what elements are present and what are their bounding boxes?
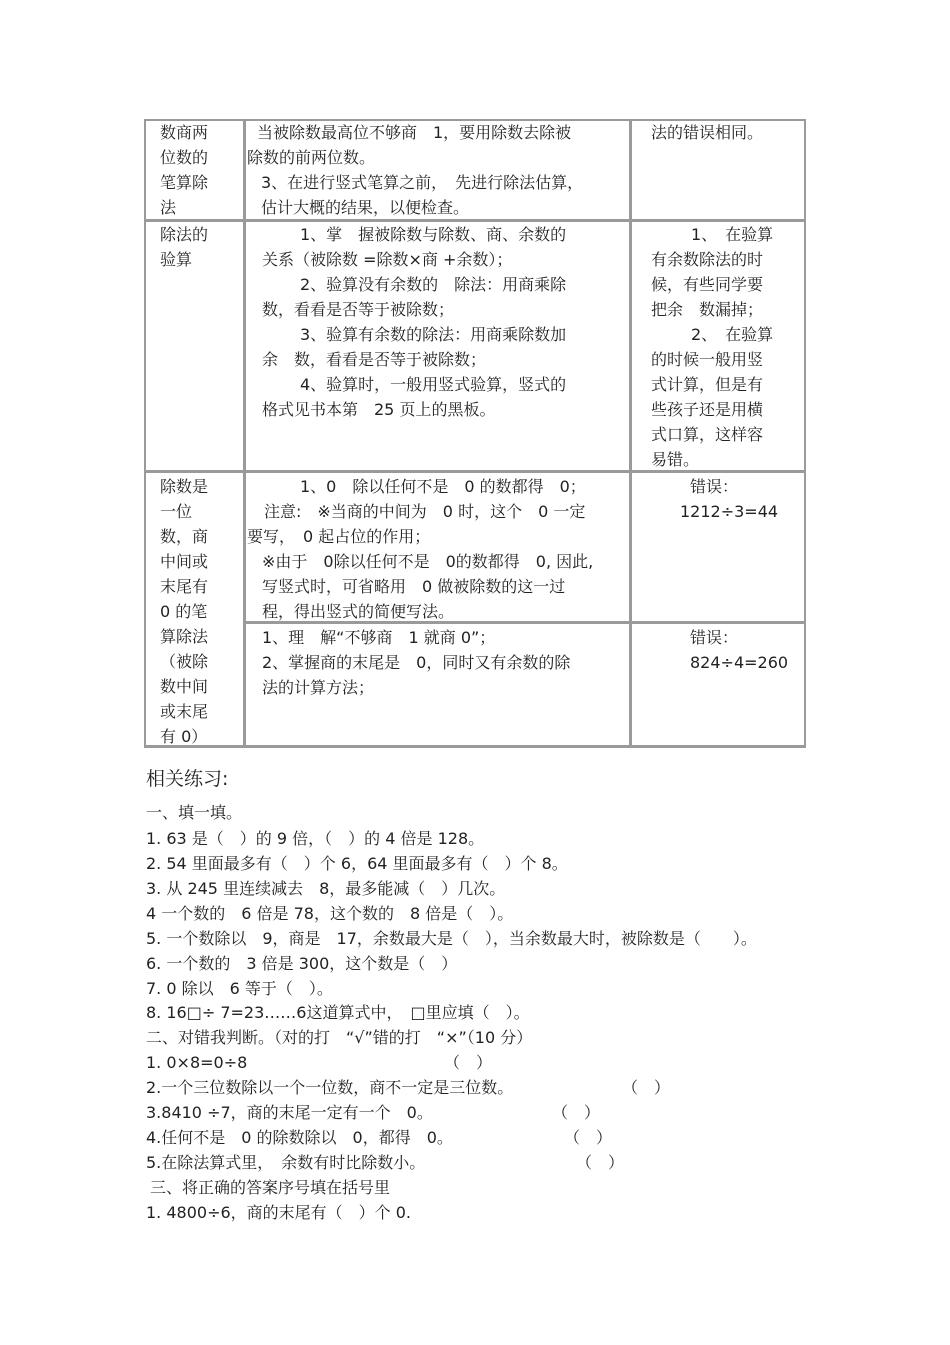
row2-error-line: 有余数除法的时 bbox=[651, 250, 764, 269]
row3-topic-line: 0 的笔 bbox=[160, 602, 208, 621]
judge-answer-blank[interactable]: （ ） bbox=[444, 1053, 493, 1072]
row3-topic-line: 一位 bbox=[160, 502, 193, 521]
row2-topic bbox=[160, 222, 208, 272]
section3-title: 三、将正确的答案序号填在括号里 bbox=[150, 1178, 391, 1197]
row1-content-line: 当被除数最高位不够商 1，要用除数去除被 bbox=[257, 123, 572, 142]
row3a-error-label: 错误： bbox=[690, 477, 739, 496]
row2-content-line: 1、掌 握被除数与除数、商、余数的 bbox=[300, 225, 567, 244]
judge-item: 3.8410 ÷7，商的末尾一定有一个 0。 bbox=[146, 1103, 433, 1122]
row1-content bbox=[247, 120, 583, 220]
row2-errors bbox=[651, 222, 773, 472]
row2-error-line: 2、 在验算 bbox=[691, 325, 774, 344]
row1-topic bbox=[160, 120, 208, 220]
row2-error-line: 式口算，这样容 bbox=[651, 425, 764, 444]
row3b-error-label: 错误： bbox=[690, 628, 739, 647]
row3-topic-line: 末尾有 bbox=[160, 577, 209, 596]
row3a-content-line: 1、0 除以任何不是 0 的数都得 0； bbox=[300, 477, 586, 496]
row3b-error-example: 824÷4=260 bbox=[690, 653, 789, 672]
row2-content-line: 3、验算有余数的除法：用商乘除数加 bbox=[300, 325, 567, 344]
row3-topic-line: 数中间 bbox=[160, 677, 209, 696]
row3-topic-line: 数，商 bbox=[160, 527, 209, 546]
row2-error-line: 把余 数漏掉； bbox=[651, 300, 764, 319]
row3-topic-line: 有 0） bbox=[160, 727, 208, 746]
row3b-content-line: 1、理 解“不够商 1 就商 0”； bbox=[262, 628, 496, 647]
row2-content-line: 格式见书本第 25 页上的黑板。 bbox=[262, 400, 496, 419]
row2-content bbox=[262, 222, 566, 422]
fill-item: 5. 一个数除以 9，商是 17，余数最大是（ ），当余数最大时，被除数是（ ）。 bbox=[146, 929, 757, 948]
row1-error-line: 法的错误相同。 bbox=[651, 123, 764, 142]
row2-error-line: 些孩子还是用横 bbox=[651, 400, 764, 419]
row3-topic-line: 中间或 bbox=[160, 552, 209, 571]
judge-answer-blank[interactable]: （ ） bbox=[564, 1128, 613, 1147]
row3b-content-line: 2、掌握商的末尾是 0，同时又有余数的除 bbox=[262, 653, 571, 672]
row2-topic-line: 验算 bbox=[160, 250, 193, 269]
judge-answer-blank[interactable]: （ ） bbox=[552, 1103, 601, 1122]
row3b-errors bbox=[690, 625, 788, 675]
row2-content-line: 余 数，看看是否等于被除数； bbox=[262, 350, 487, 369]
row2-error-line: 的时候一般用竖 bbox=[651, 350, 764, 369]
section1-title: 一、填一填。 bbox=[146, 803, 243, 822]
row2-content-line: 4、验算时，一般用竖式验算，竖式的 bbox=[300, 375, 567, 394]
row3a-error-example: 1212÷3=44 bbox=[680, 502, 779, 521]
fill-item: 6. 一个数的 3 倍是 300，这个数是（ ） bbox=[146, 954, 458, 973]
judge-answer-blank[interactable]: （ ） bbox=[622, 1078, 671, 1097]
judge-answer-blank[interactable]: （ ） bbox=[576, 1153, 625, 1172]
row2-content-line: 数，看看是否等于被除数； bbox=[262, 300, 455, 319]
row2-content-line: 2、验算没有余数的 除法：用商乘除 bbox=[300, 275, 567, 294]
row2-error-line: 1、 在验算 bbox=[691, 225, 774, 244]
fill-item: 2. 54 里面最多有（ ）个 6，64 里面最多有（ ）个 8。 bbox=[146, 854, 568, 873]
judge-item: 2.一个三位数除以一个一位数，商不一定是三位数。 bbox=[146, 1078, 514, 1097]
row3a-content-line: ※由于 0除以任何不是 0的数都得 0, 因此, bbox=[262, 552, 594, 571]
judge-item: 4.任何不是 0 的除数除以 0，都得 0。 bbox=[146, 1128, 453, 1147]
row2-error-line: 式计算，但是有 bbox=[651, 375, 764, 394]
fill-item: 7. 0 除以 6 等于（ ）。 bbox=[146, 979, 333, 998]
choice-item: 1. 4800÷6，商的末尾有（ ）个 0. bbox=[146, 1203, 412, 1222]
row3-topic bbox=[160, 474, 208, 749]
row1-content-line: 除数的前两位数。 bbox=[247, 148, 376, 167]
row3a-content-line: 写竖式时，可省略用 0 做被除数的这一过 bbox=[262, 577, 566, 596]
row3-topic-line: 或末尾 bbox=[160, 702, 209, 721]
row3-topic-line: 算除法 bbox=[160, 627, 209, 646]
fill-item: 4 一个数的 6 倍是 78，这个数的 8 倍是（ ）。 bbox=[146, 904, 514, 923]
row2-error-line: 易错。 bbox=[651, 450, 700, 469]
row3a-errors bbox=[680, 474, 778, 524]
section2-title: 二、对错我判断。（对的打 “√”错的打 “×”（10 分） bbox=[146, 1028, 533, 1047]
row3-topic-line: （被除 bbox=[160, 652, 209, 671]
row3b-content-line: 法的计算方法； bbox=[262, 678, 375, 697]
row3a-content-line: 程，得出竖式的简便写法。 bbox=[262, 602, 455, 621]
row2-content-line: 关系（被除数 =除数×商 +余数）； bbox=[262, 250, 513, 269]
row3a-content-line: 注意: ※当商的中间为 0 时，这个 0 一定 bbox=[264, 502, 586, 521]
judge-item: 1. 0×8=0÷8 bbox=[146, 1053, 248, 1072]
row2-topic-line: 除法的 bbox=[160, 225, 209, 244]
row3-topic-line: 除数是 bbox=[160, 477, 209, 496]
row1-errors bbox=[651, 120, 763, 145]
row3a-content bbox=[247, 474, 593, 624]
fill-item: 3. 从 245 里连续减去 8，最多能减（ ）几次。 bbox=[146, 879, 506, 898]
row1-topic-line: 笔算除 bbox=[160, 173, 209, 192]
row3a-content-line: 要写， 0 起占位的作用； bbox=[247, 527, 431, 546]
row1-content-line: 3、在进行竖式笔算之前， 先进行除法估算， bbox=[261, 173, 584, 192]
row3b-content bbox=[262, 625, 570, 700]
row1-topic-line: 数商两 bbox=[160, 123, 209, 142]
row1-content-line: 估计大概的结果，以便检查。 bbox=[261, 198, 470, 217]
row1-topic-line: 位数的 bbox=[160, 148, 209, 167]
row2-error-line: 候，有些同学要 bbox=[651, 275, 764, 294]
row1-topic-line: 法 bbox=[160, 198, 177, 217]
fill-item: 1. 63 是（ ）的 9 倍，（ ）的 4 倍是 128。 bbox=[146, 829, 485, 848]
exercises-heading: 相关练习: bbox=[146, 768, 229, 790]
judge-item: 5.在除法算式里， 余数有时比除数小。 bbox=[146, 1153, 426, 1172]
fill-item: 8. 16□÷ 7=23……6这道算式中， □里应填（ ）。 bbox=[146, 1003, 530, 1022]
